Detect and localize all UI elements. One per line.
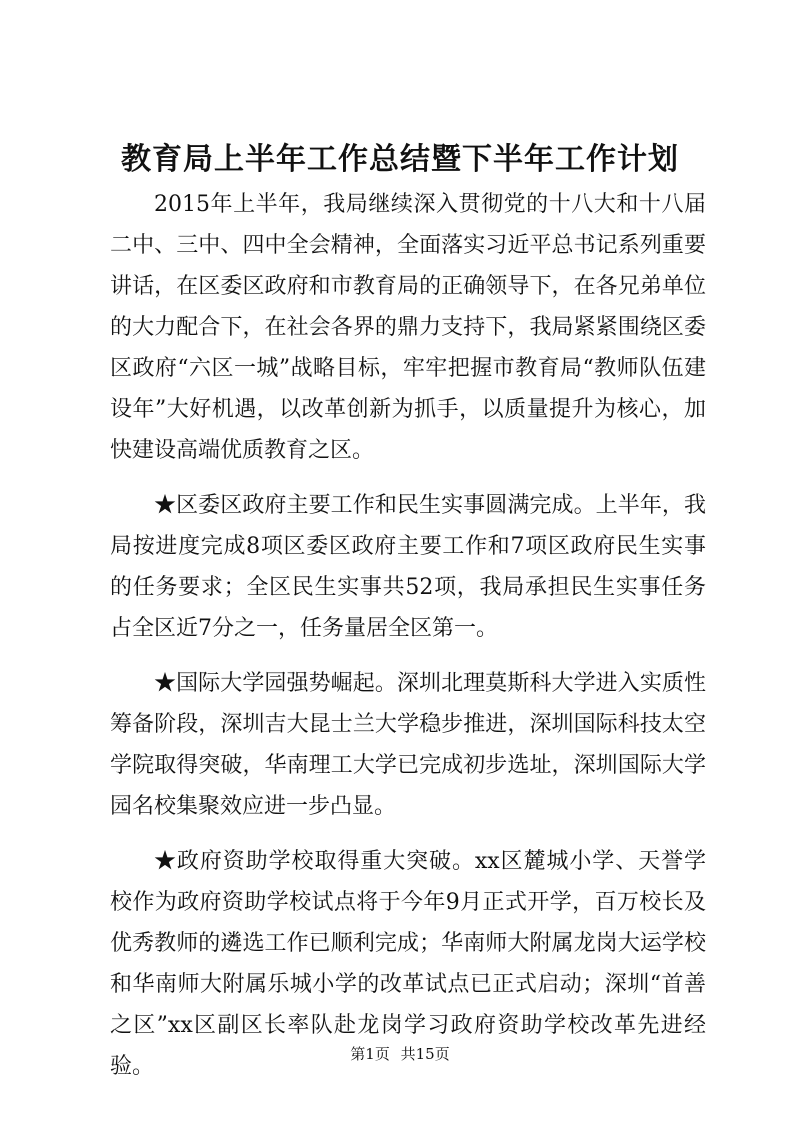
page-footer [0, 1044, 800, 1064]
intro-paragraph: 2015年上半年，我局继续深入贯彻党的十八大和十八届二中、三中、四中全会精神，全面落实习近平总书记系列重要讲话，在区委区政府和市教育局的正确领导下，在各兄弟单位的大力配合下，在社会各界的鼎力支持下，我局紧紧围绕区委区政府“六区一城”战略目标，牢牢把握市教育局“教师队伍建设年”大好机遇，以改革创新为抓手，以质量提升为核心，加快建设高端优质教育之区。 [110, 192, 706, 463]
document-body [110, 184, 706, 1087]
section-paragraph-livelihood: ★区委区政府主要工作和民生实事圆满完成。上半年，我局按进度完成8项区委区政府主要工作和7项区政府民生实事的任务要求；全区民生实事共52项，我局承担民生实事任务占全区近7分之一，任务量居全区第一。 [110, 493, 706, 641]
page-number: 第1页 [350, 1045, 390, 1063]
document-title: 教育局上半年工作总结暨下半年工作计划 [121, 142, 679, 177]
section-paragraph-funded-schools: ★政府资助学校取得重大突破。xx区麓城小学、天誉学校作为政府资助学校试点将于今年9月正式开学，百万校长及优秀教师的遴选工作已顺利完成；华南师大附属龙岗大运学校和华南师大附属乐城小学的改革试点已正式启动；深圳“首善之区”xx区副区长率队赴龙岗学习政府资助学校改革先进经验。 [110, 849, 706, 1079]
page-total: 共15页 [400, 1045, 450, 1063]
section-paragraph-university-park: ★国际大学园强势崛起。深圳北理莫斯科大学进入实质性筹备阶段，深圳吉大昆士兰大学稳步推进，深圳国际科技太空学院取得突破，华南理工大学已完成初步选址，深圳国际大学园名校集聚效应进一步凸显。 [110, 671, 706, 819]
